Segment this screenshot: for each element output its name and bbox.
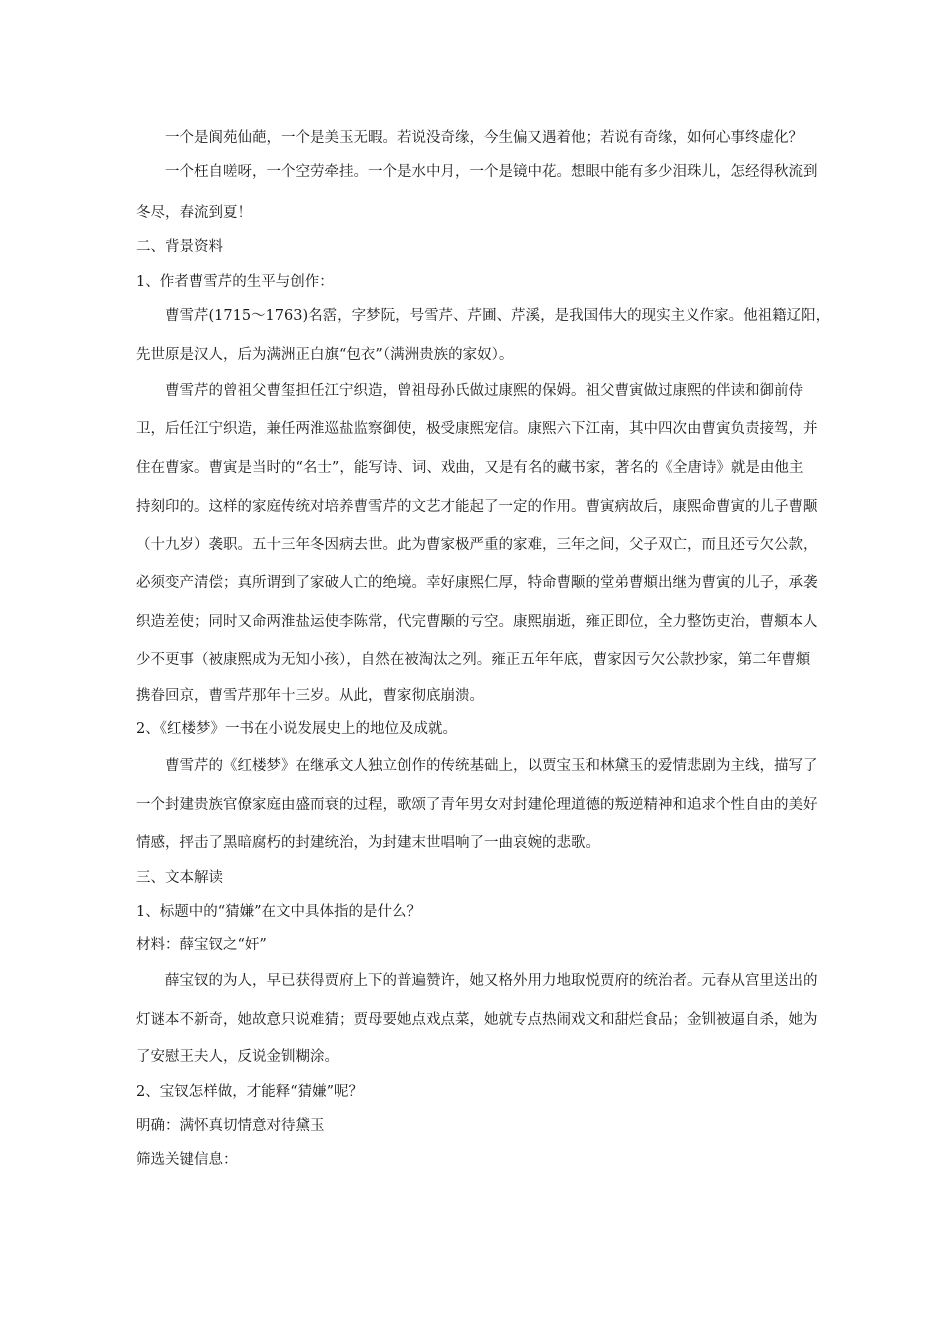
question-2: 2、宝钗怎样做，才能释“猜嫌”呢？ (136, 1084, 364, 1100)
answer-line: 明确：满怀真切情意对待黛玉 (136, 1118, 325, 1134)
section-heading-background: 二、背景资料 (136, 239, 223, 255)
family-paragraph-line-3: 住在曹家。曹寅是当时的“名士”，能写诗、词、戏曲，又是有名的藏书家，著名的《全唐诗》就是由他主 (136, 460, 804, 476)
filter-line: 筛选关键信息： (136, 1152, 238, 1168)
family-paragraph-line-7: 织造差使；同时又命两淮盐运使李陈常，代完曹颙的亏空。康熙崩逝，雍正即位，全力整饬吏治，曹頫本人 (136, 614, 818, 630)
poem-line-2-cont: 冬尽，春流到夏！ (136, 205, 252, 221)
family-paragraph-line-4: 持刻印的。这样的家庭传统对培养曹雪芹的文艺才能起了一定的作用。曹寅病故后，康熙命曹寅的儿子曹颙 (136, 499, 818, 515)
poem-line-1: 一个是阆苑仙葩，一个是美玉无暇。若说没奇缘，今生偏又遇着他；若说有奇缘，如何心事终虚化？ (165, 130, 803, 146)
question-1: 1、标题中的“猜嫌”在文中具体指的是什么？ (136, 904, 422, 920)
family-paragraph-line-2: 卫，后任江宁织造，兼任两淮巡盐监察御使，极受康熙宠信。康熙六下江南，其中四次由曹寅负责接驾，并 (136, 421, 818, 437)
material-paragraph-line-1: 薛宝钗的为人，早已获得贾府上下的普遍赞许，她又格外用力地取悦贾府的统治者。元春从宫里送出的 (165, 973, 818, 989)
material-paragraph-line-3: 了安慰王夫人，反说金钏糊涂。 (136, 1049, 339, 1065)
subheading-author: 1、作者曹雪芹的生平与创作： (136, 274, 334, 290)
status-paragraph-line-1: 曹雪芹的《红楼梦》在继承文人独立创作的传统基础上，以贾宝玉和林黛玉的爱情悲剧为主线，描写了 (165, 758, 818, 774)
poem-line-2: 一个枉自嗟呀，一个空劳牵挂。一个是水中月，一个是镜中花。想眼中能有多少泪珠儿，怎经得秋流到 (165, 164, 818, 180)
material-paragraph-line-2: 灯谜本不新奇，她故意只说难猜；贾母要她点戏点菜，她就专点热闹戏文和甜烂食品；金钏被逼自杀，她为 (136, 1012, 818, 1028)
author-paragraph-line-1: 曹雪芹(1715～1763)名霑，字梦阮，号雪芹、芹圃、芹溪，是我国伟大的现实主义作家。他祖籍辽阳， (165, 308, 831, 324)
family-paragraph-line-8: 少不更事（被康熙成为无知小孩），自然在被淘汰之列。雍正五年年底，曹家因亏欠公款抄家，第二年曹頫 (136, 652, 811, 668)
family-paragraph-line-9: 携眷回京，曹雪芹那年十三岁。从此，曹家彻底崩溃。 (136, 688, 484, 704)
author-paragraph-line-2: 先世原是汉人，后为满洲正白旗“包衣”（满洲贵族的家奴）。 (136, 347, 514, 363)
family-paragraph-line-5: （十九岁）袭职。五十三年冬因病去世。此为曹家极严重的家难，三年之间，父子双亡，而且还亏欠公款， (136, 537, 818, 553)
material-label: 材料：薛宝钗之“奸” (136, 937, 267, 953)
subheading-status: 2、《红楼梦》一书在小说发展史上的地位及成就。 (136, 721, 457, 737)
status-paragraph-line-3: 情感，抨击了黑暗腐朽的封建统治，为封建末世唱响了一曲哀婉的悲歌。 (136, 835, 600, 851)
family-paragraph-line-1: 曹雪芹的曾祖父曹玺担任江宁织造，曾祖母孙氏做过康熙的保姆。祖父曹寅做过康熙的伴读和御前侍 (165, 383, 803, 399)
section-heading-reading: 三、文本解读 (136, 870, 223, 886)
status-paragraph-line-2: 一个封建贵族官僚家庭由盛而衰的过程，歌颂了青年男女对封建伦理道德的叛逆精神和追求个性自由的美好 (136, 797, 818, 813)
family-paragraph-line-6: 必须变产清偿；真所谓到了家破人亡的绝境。幸好康熙仁厚，特命曹颙的堂弟曹頫出继为曹寅的儿子，承袭 (136, 575, 818, 591)
